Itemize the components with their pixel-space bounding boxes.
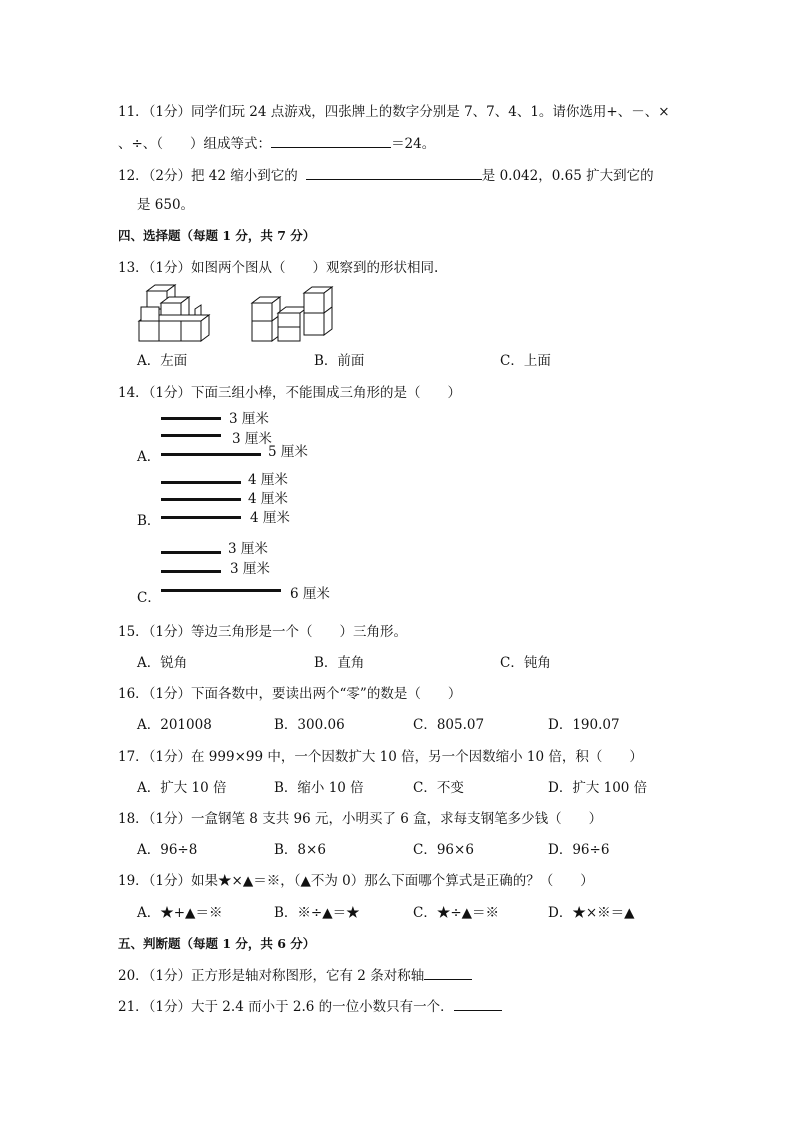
q16-option-a[interactable]: A．201008 <box>137 717 212 733</box>
q14-c-stick-1 <box>161 551 221 554</box>
q14-b-stick-1 <box>161 481 241 484</box>
cube-figure-right <box>248 283 334 345</box>
cube-figure-left <box>135 283 215 345</box>
q18-option-c[interactable]: C．96×6 <box>413 842 474 858</box>
q14-a-stick-1 <box>161 417 221 420</box>
q20-line <box>118 966 472 985</box>
q17-stem: 17．（1分）在 999×99 中，一个因数扩大 10 倍，另一个因数缩小 10 倍，积（ ） <box>118 749 643 765</box>
q11-line2 <box>118 134 435 153</box>
q15-stem: 15．（1分）等边三角形是一个（ ）三角形。 <box>118 624 408 640</box>
q14-b-label-1: 4 厘米 <box>248 472 288 488</box>
q14-c-stick-3 <box>161 589 281 592</box>
q14-option-c[interactable]: C． <box>137 590 161 606</box>
q11-line2-prefix: 、÷、（ ）组成等式： <box>118 136 272 152</box>
q14-b-label-2: 4 厘米 <box>248 491 288 507</box>
q12-answer-blank-1[interactable] <box>306 166 482 180</box>
q20-stem: 20．（1分）正方形是轴对称图形，它有 2 条对称轴 <box>118 968 425 984</box>
section-5-title: 五、判断题（每题 1 分，共 6 分） <box>118 936 316 951</box>
q11-answer-blank[interactable] <box>271 134 391 148</box>
q14-stem: 14．（1分）下面三组小棒，不能围成三角形的是（ ） <box>118 385 462 401</box>
q16-option-b[interactable]: B．300.06 <box>274 717 345 733</box>
q19-option-d[interactable]: D．★×※＝▲ <box>548 905 635 921</box>
q16-stem: 16．（1分）下面各数中，要读出两个“零”的数是（ ） <box>118 686 462 702</box>
q14-a-label-2: 3 厘米 <box>232 431 272 447</box>
q14-b-stick-2 <box>161 498 241 501</box>
q19-stem: 19．（1分）如果★×▲＝※，（▲不为 0）那么下面哪个算式是正确的？（ ） <box>118 873 594 889</box>
q21-answer-blank[interactable] <box>454 997 502 1011</box>
q20-answer-blank[interactable] <box>424 966 472 980</box>
q18-option-a[interactable]: A．96÷8 <box>137 842 198 858</box>
q15-option-b[interactable]: B．直角 <box>314 655 365 671</box>
q13-option-c[interactable]: C．上面 <box>500 353 551 369</box>
q13-option-b[interactable]: B．前面 <box>314 353 365 369</box>
q16-option-d[interactable]: D．190.07 <box>548 717 620 733</box>
q17-option-b[interactable]: B．缩小 10 倍 <box>274 780 364 796</box>
q14-b-label-3: 4 厘米 <box>250 510 290 526</box>
q17-option-c[interactable]: C．不变 <box>413 780 464 796</box>
q17-option-a[interactable]: A．扩大 10 倍 <box>137 780 227 796</box>
q14-c-stick-2 <box>161 570 221 573</box>
q15-option-c[interactable]: C．钝角 <box>500 655 551 671</box>
q14-a-stick-3 <box>161 453 261 456</box>
q21-stem: 21．（1分）大于 2.4 而小于 2.6 的一位小数只有一个． <box>118 999 454 1015</box>
q18-stem: 18．（1分）一盒钢笔 8 支共 96 元，小明买了 6 盒，求每支钢笔多少钱（ ） <box>118 811 603 827</box>
q12-line2: 是 650。 <box>137 197 195 213</box>
section-4-title: 四、选择题（每题 1 分，共 7 分） <box>118 228 316 243</box>
q15-option-a[interactable]: A．锐角 <box>137 655 188 671</box>
q14-c-label-2: 3 厘米 <box>230 561 270 577</box>
q14-c-label-1: 3 厘米 <box>228 541 268 557</box>
q19-option-b[interactable]: B．※÷▲＝★ <box>274 905 360 921</box>
q11-line1: 11．（1分）同学们玩 24 点游戏，四张牌上的数字分别是 7、7、4、1。请你选用+、－、× <box>118 104 670 120</box>
q12-line1 <box>118 166 654 185</box>
q14-a-label-3: 5 厘米 <box>268 444 308 460</box>
q16-option-c[interactable]: C．805.07 <box>413 717 485 733</box>
q19-option-a[interactable]: A．★+▲＝※ <box>137 905 223 921</box>
q13-option-a[interactable]: A．左面 <box>137 353 188 369</box>
q11-line2-suffix: ＝24。 <box>391 136 436 152</box>
q17-option-d[interactable]: D．扩大 100 倍 <box>548 780 648 796</box>
q14-a-stick-2 <box>161 434 221 437</box>
q21-line <box>118 997 502 1016</box>
q12-line1-suffix: 是 0.042，0.65 扩大到它的 <box>481 168 654 184</box>
q18-option-b[interactable]: B．8×6 <box>274 842 326 858</box>
q13-stem: 13．（1分）如图两个图从（ ）观察到的形状相同. <box>118 260 439 276</box>
q14-option-b[interactable]: B． <box>137 513 161 529</box>
q12-line1-prefix: 12．（2分）把 42 缩小到它的 <box>118 168 298 184</box>
q14-b-stick-3 <box>161 516 241 519</box>
q14-c-label-3: 6 厘米 <box>290 586 330 602</box>
q19-option-c[interactable]: C．★÷▲＝※ <box>413 905 500 921</box>
q14-a-label-1: 3 厘米 <box>229 411 269 427</box>
q18-option-d[interactable]: D．96÷6 <box>548 842 610 858</box>
q14-option-a[interactable]: A． <box>137 449 161 465</box>
